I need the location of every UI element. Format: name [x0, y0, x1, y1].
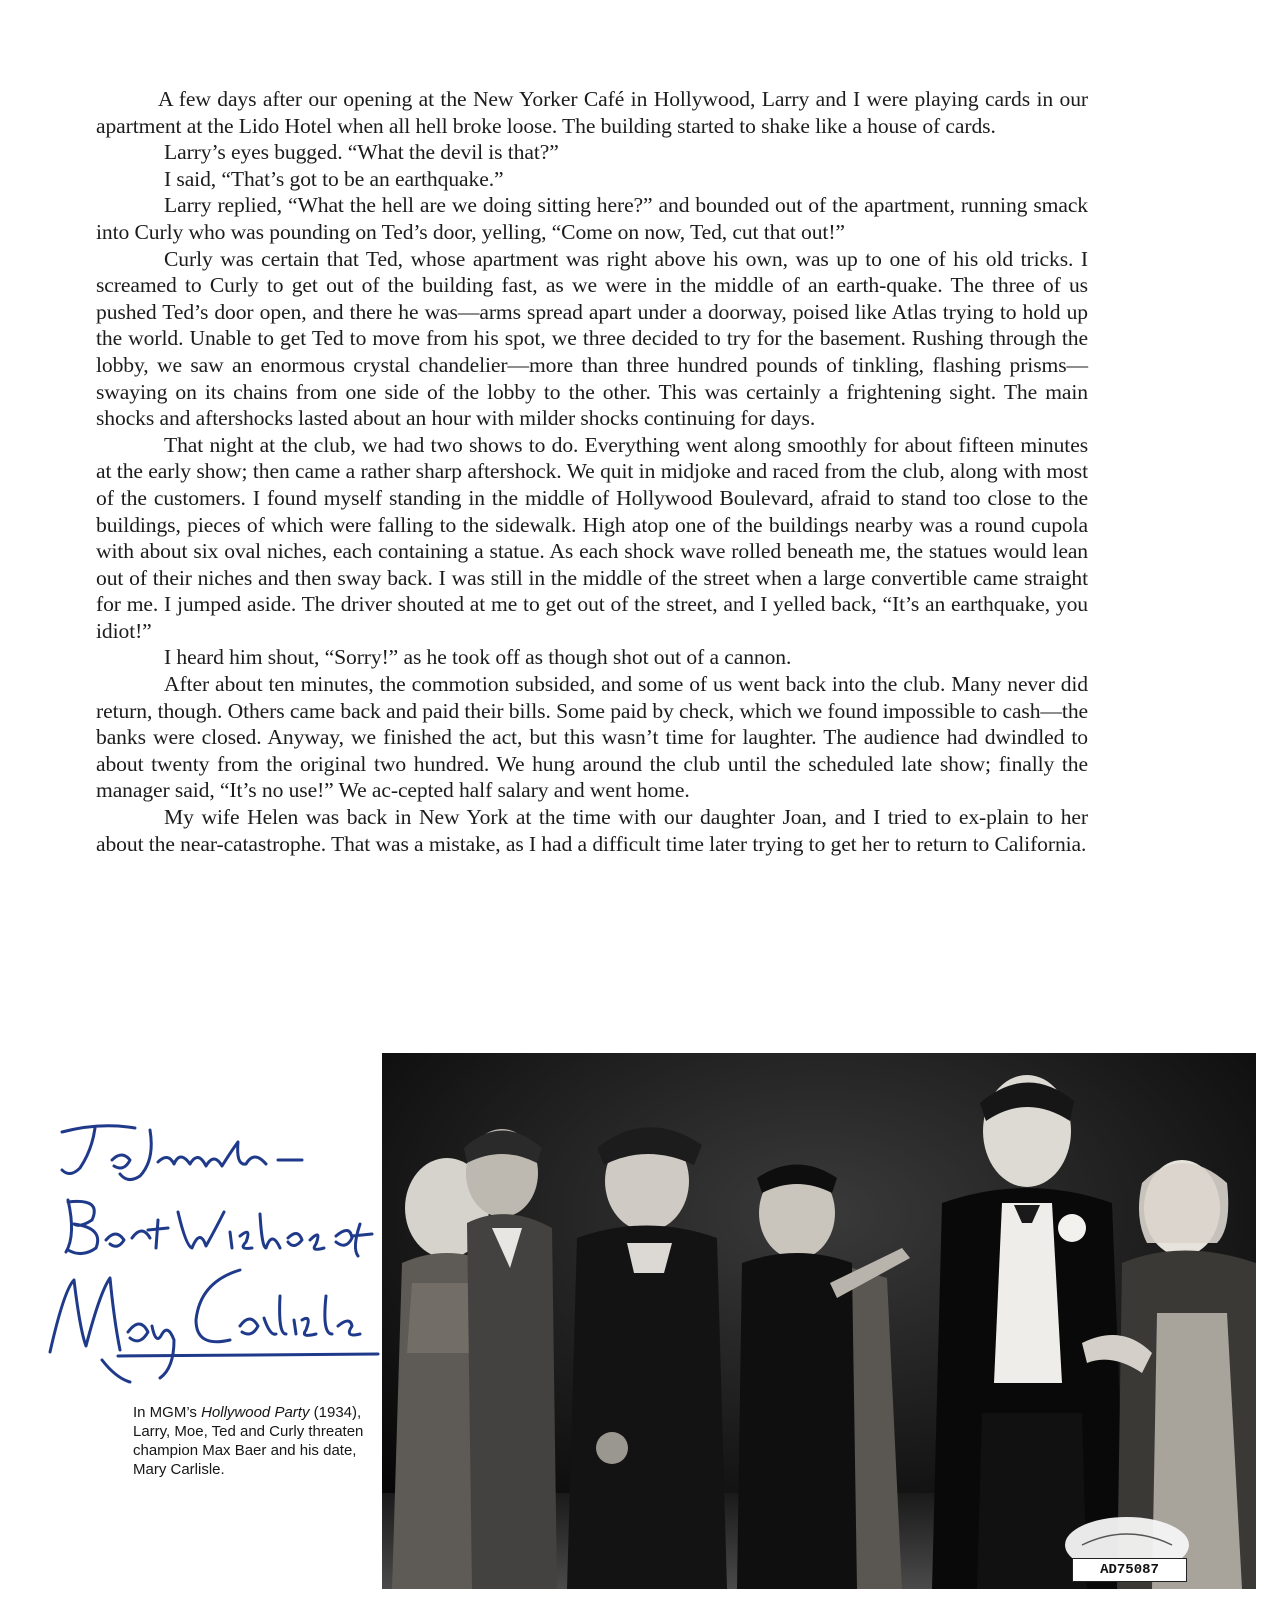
caption-suffix: (1934), Larry, Moe, Ted and Curly threaten champion Max Baer and his date, Mary Carlisle. [133, 1404, 364, 1478]
caption-film-title: Hollywood Party [201, 1404, 310, 1421]
authentication-sticker: AD75087 [1072, 1558, 1187, 1582]
paragraph: Curly was certain that Ted, whose apartment was right above his own, was up to one of his old tricks. I screamed to Curly to get out of the building fast, as we were in the middle of an earth-quake. The three of us pushed Ted’s door open, and there he was—arms spread apart under a doorway, poised like Atlas trying to hold up the world. Unable to get Ted to move from his spot, we three decided to try for the basement. Rushing through the lobby, we saw an enormous crystal chandelier—more than three hundred pounds of tinkling, flashing prisms—swaying on its chains from one side of the lobby to the other. This was certainly a frightening sight. The main shocks and aftershocks lasted about an hour with milder shocks continuing for days. [96, 246, 1088, 431]
handwritten-inscription [40, 1120, 390, 1420]
photo-illustration [382, 1053, 1256, 1589]
paragraph: Larry’s eyes bugged. “What the devil is that?” [164, 140, 559, 165]
signature-ink [40, 1120, 390, 1420]
paragraph: My wife Helen was back in New York at the time with our daughter Joan, and I tried to ex-plain to her about the near-catastrophe. That was a mistake, as I had a difficult time later trying to get her to return to California. [96, 805, 1088, 856]
caption-prefix: In MGM’s [133, 1404, 202, 1421]
paragraph: That night at the club, we had two shows to do. Everything went along smoothly for about fifteen minutes at the early show; then came a rather sharp aftershock. We quit in midjoke and raced from the club, along with most of the customers. I found myself standing in the middle of Hollywood Boulevard, afraid to stand too close to the buildings, pieces of which were falling to the sidewalk. High atop one of the buildings nearby was a round cupola with about six oval niches, each containing a statue. As each shock wave rolled beneath me, the statues would lean out of their niches and then sway back. I was still in the middle of the street when a large convertible came straight for me. I jumped aside. The driver shouted at me to get out of the street, and I yelled back, “It’s an earthquake, you idiot!” [96, 432, 1088, 643]
paragraph: After about ten minutes, the commotion subsided, and some of us went back into the club. Many never did return, though. Others came back and paid their bills. Some paid by check, which we found impossible to cash—the banks were closed. Anyway, we finished the act, but this wasn’t time for laughter. The audience had dwindled to about twenty from the original two hundred. We hung around the club until the scheduled late show; finally the manager said, “It’s no use!” We ac-cepted half salary and went home. [96, 672, 1088, 803]
paragraph: I said, “That’s got to be an earthquake.” [164, 166, 504, 191]
film-still-photo [382, 1053, 1256, 1589]
paragraph: A few days after our opening at the New Yorker Café in Hollywood, Larry and I were playing cards in our apartment at the Lido Hotel when all hell broke loose. The building started to shake like a house of cards. [96, 87, 1088, 138]
paragraph: Larry replied, “What the hell are we doing sitting here?” and bounded out of the apartment, running smack into Curly who was pounding on Ted’s door, yelling, “Come on now, Ted, cut that out!” [96, 193, 1088, 244]
paragraph: I heard him shout, “Sorry!” as he took off as though shot out of a cannon. [164, 645, 792, 670]
body-text [96, 86, 1088, 857]
